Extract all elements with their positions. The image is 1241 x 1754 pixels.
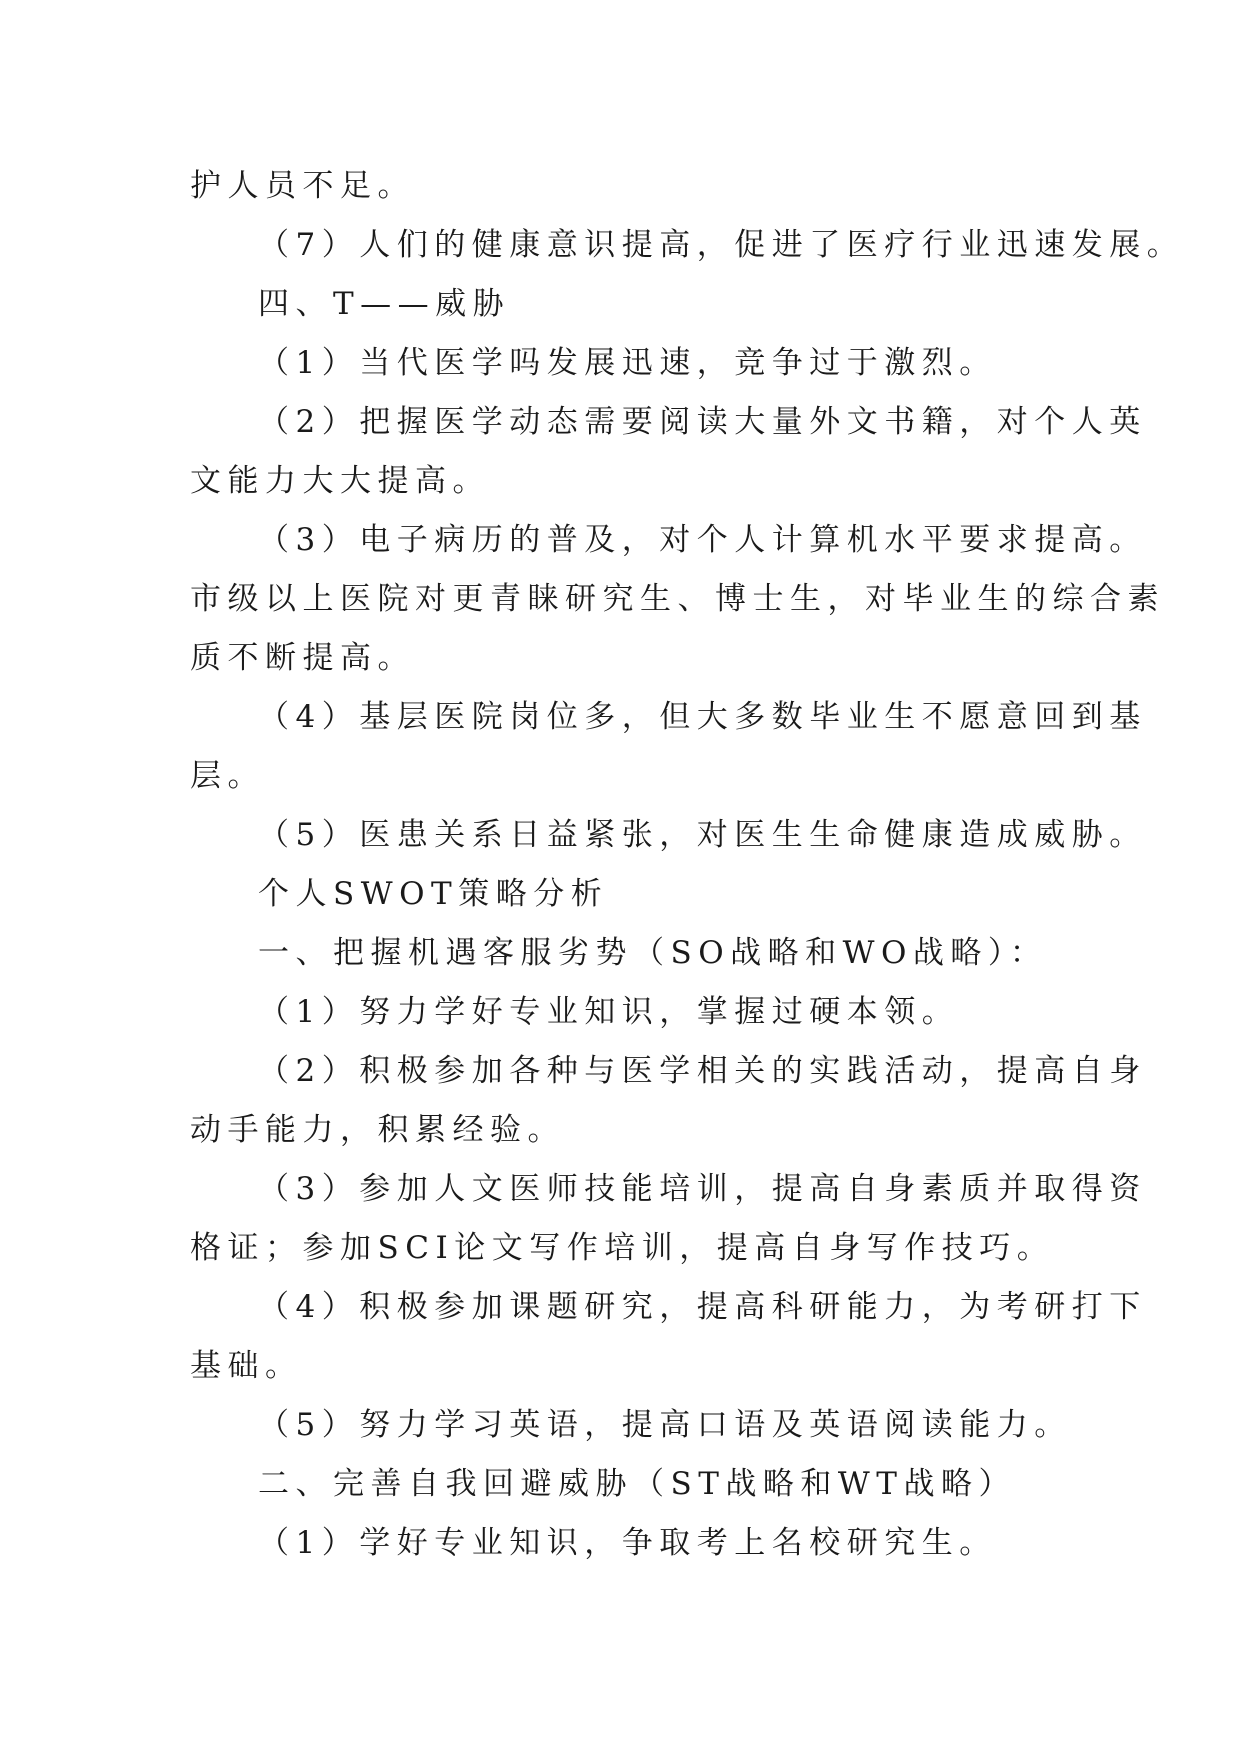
text-line: 层。: [190, 758, 265, 794]
text-line: （7）人们的健康意识提高，促进了医疗行业迅速发展。: [258, 227, 1185, 263]
text-line: 文能力大大提高。: [190, 463, 490, 499]
text-line: （3）参加人文医师技能培训，提高自身素质并取得资: [258, 1171, 1147, 1207]
text-line: （4）积极参加课题研究，提高科研能力，为考研打下: [258, 1289, 1147, 1325]
text-line: 基础。: [190, 1348, 303, 1384]
text-line: 市级以上医院对更青睐研究生、博士生，对毕业生的综合素: [190, 581, 1165, 617]
text-line: （1）努力学好专业知识，掌握过硬本领。: [258, 994, 960, 1030]
text-line: 质不断提高。: [190, 640, 415, 676]
text-line: （5）医患关系日益紧张，对医生生命健康造成威胁。: [258, 817, 1147, 853]
text-line: 护人员不足。: [190, 168, 415, 204]
text-line: （1）当代医学吗发展迅速，竞争过于激烈。: [258, 345, 997, 381]
section-heading: 一、把握机遇客服劣势（SO战略和WO战略）：: [258, 935, 1048, 971]
text-line: （3）电子病历的普及，对个人计算机水平要求提高。: [258, 522, 1147, 558]
text-line: 格证；参加SCI论文写作培训，提高自身写作技巧。: [190, 1230, 1055, 1266]
section-heading: 个人SWOT策略分析: [258, 876, 609, 912]
section-heading: 二、完善自我回避威胁（ST战略和WT战略）: [258, 1466, 1016, 1502]
text-line: （5）努力学习英语，提高口语及英语阅读能力。: [258, 1407, 1072, 1443]
text-line: （4）基层医院岗位多，但大多数毕业生不愿意回到基: [258, 699, 1147, 735]
section-heading: 四、T——威胁: [258, 286, 511, 322]
text-line: 动手能力，积累经验。: [190, 1112, 565, 1148]
text-line: （2）积极参加各种与医学相关的实践活动，提高自身: [258, 1053, 1147, 1089]
text-line: （1）学好专业知识，争取考上名校研究生。: [258, 1525, 997, 1561]
text-line: （2）把握医学动态需要阅读大量外文书籍，对个人英: [258, 404, 1147, 440]
